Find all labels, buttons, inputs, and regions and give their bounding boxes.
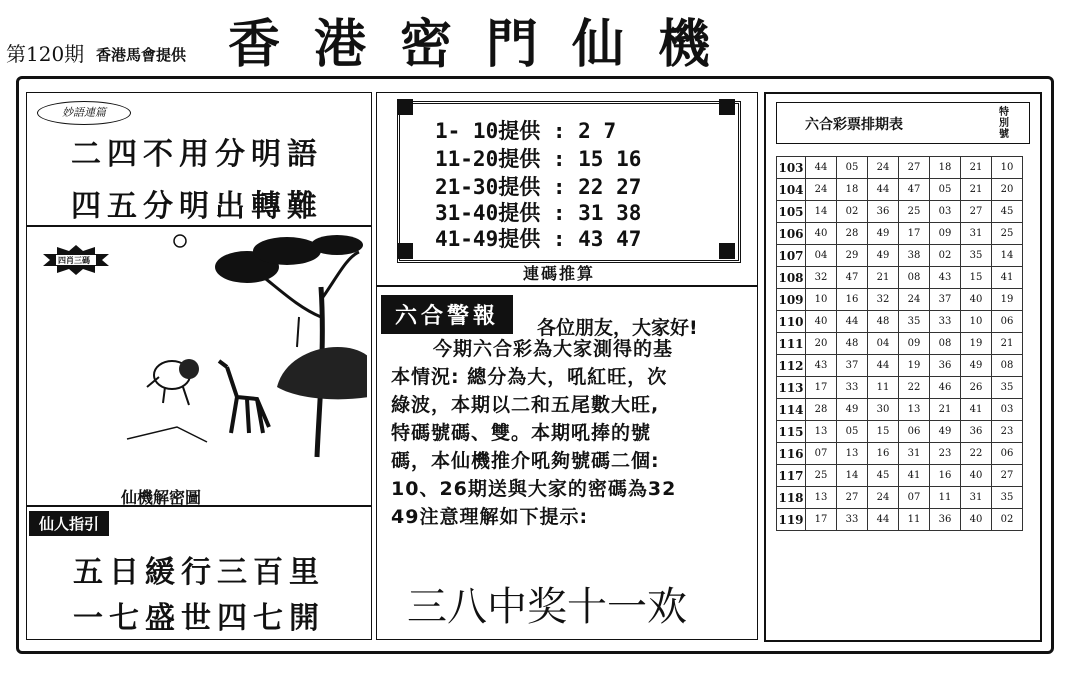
table-cell: 09 (930, 223, 961, 245)
table-cell: 07 (899, 487, 930, 509)
table-cell: 15 (961, 267, 992, 289)
table-cell: 02 (992, 509, 1023, 531)
table-cell: 09 (899, 333, 930, 355)
table-cell: 44 (837, 311, 868, 333)
table-cell: 28 (837, 223, 868, 245)
picture-caption: 仙機解密圖 (121, 488, 202, 507)
table-cell: 24 (806, 179, 837, 201)
guidance-line-1: 五日緩行三百里 (73, 555, 325, 590)
table-cell: 44 (868, 355, 899, 377)
table-cell: 06 (899, 421, 930, 443)
corner-icon (719, 243, 735, 259)
table-cell: 17 (806, 509, 837, 531)
table-cell: 40 (961, 465, 992, 487)
row-number: 105 (777, 201, 806, 223)
table-cell: 27 (992, 465, 1023, 487)
table-cell: 10 (992, 157, 1023, 179)
table-cell: 43 (806, 355, 837, 377)
table-cell: 36 (961, 421, 992, 443)
riddle-line-1: 二四不用分明語 (71, 137, 323, 172)
table-cell: 35 (992, 377, 1023, 399)
table-cell: 26 (961, 377, 992, 399)
table-title: 六合彩票排期表 (805, 117, 903, 133)
provide-nums: 31 38 (578, 201, 642, 225)
table-cell: 49 (868, 245, 899, 267)
table-row (777, 421, 1023, 443)
table-cell: 35 (899, 311, 930, 333)
table-row (777, 201, 1023, 223)
provide-row: 11-20提供 : 15 16 (435, 147, 642, 171)
table-cell: 37 (837, 355, 868, 377)
table-cell: 16 (930, 465, 961, 487)
table-cell: 13 (899, 399, 930, 421)
riddle-line-2: 四五分明出轉難 (71, 189, 323, 224)
table-cell: 40 (961, 509, 992, 531)
table-cell: 10 (961, 311, 992, 333)
table-cell: 18 (837, 179, 868, 201)
table-cell: 35 (961, 245, 992, 267)
table-row (777, 509, 1023, 531)
table-cell: 21 (961, 157, 992, 179)
warning-tag: 六合警報 (381, 295, 513, 334)
table-cell: 27 (837, 487, 868, 509)
row-number: 116 (777, 443, 806, 465)
mini-label: 妙語連篇 (37, 101, 131, 125)
page-title: 香港密門仙機 (228, 14, 745, 75)
table-cell: 48 (868, 311, 899, 333)
table-cell: 46 (930, 377, 961, 399)
table-row (777, 377, 1023, 399)
table-cell: 05 (837, 157, 868, 179)
provide-range: 41-49提供 (435, 227, 541, 251)
paragraph-line: 綠波，本期以二和五尾數大旺, (391, 394, 660, 416)
table-row (777, 157, 1023, 179)
table-cell: 15 (868, 421, 899, 443)
picture-panel (26, 226, 372, 506)
provide-range: 1- 10提供 (435, 119, 541, 143)
table-row (777, 355, 1023, 377)
row-number: 118 (777, 487, 806, 509)
table-cell: 11 (868, 377, 899, 399)
table-cell: 23 (930, 443, 961, 465)
table-cell: 32 (868, 289, 899, 311)
table-cell: 17 (899, 223, 930, 245)
table-cell: 20 (992, 179, 1023, 201)
table-cell: 49 (837, 399, 868, 421)
table-row (777, 465, 1023, 487)
table-cell: 45 (868, 465, 899, 487)
corner-icon (397, 99, 413, 115)
table-cell: 19 (992, 289, 1023, 311)
table-cell: 38 (899, 245, 930, 267)
table-cell: 36 (930, 355, 961, 377)
paragraph-line: 今期六合彩為大家測得的基 (433, 338, 674, 360)
table-cell: 48 (837, 333, 868, 355)
table-cell: 40 (806, 223, 837, 245)
riddle-panel (26, 92, 372, 226)
table-cell: 40 (806, 311, 837, 333)
row-number: 109 (777, 289, 806, 311)
table-cell: 03 (930, 201, 961, 223)
table-cell: 40 (961, 289, 992, 311)
issue-number: 第120期 (6, 42, 85, 66)
table-cell: 13 (806, 487, 837, 509)
table-cell: 44 (868, 179, 899, 201)
table-cell: 47 (899, 179, 930, 201)
table-cell: 08 (930, 333, 961, 355)
table-cell: 18 (930, 157, 961, 179)
paragraph-line: 10、26期送與大家的密碼為32 (391, 478, 677, 500)
row-number: 114 (777, 399, 806, 421)
table-cell: 06 (992, 443, 1023, 465)
table-cell: 21 (961, 179, 992, 201)
table-row (777, 245, 1023, 267)
lian-ma-label: 連碼推算 (523, 264, 596, 283)
table-cell: 14 (992, 245, 1023, 267)
table-cell: 10 (806, 289, 837, 311)
table-cell: 16 (868, 443, 899, 465)
provide-nums: 2 7 (578, 119, 617, 143)
table-cell: 13 (806, 421, 837, 443)
table-cell: 36 (930, 509, 961, 531)
table-cell: 30 (868, 399, 899, 421)
provide-nums: 15 16 (578, 147, 642, 171)
table-cell: 13 (837, 443, 868, 465)
table-cell: 05 (930, 179, 961, 201)
table-cell: 33 (837, 509, 868, 531)
provide-row: 21-30提供 : 22 27 (435, 175, 642, 199)
warning-panel (376, 286, 758, 640)
row-number: 119 (777, 509, 806, 531)
table-cell: 32 (806, 267, 837, 289)
row-number: 111 (777, 333, 806, 355)
table-cell: 06 (992, 311, 1023, 333)
illustration (97, 227, 367, 477)
table-cell: 19 (899, 355, 930, 377)
table-cell: 25 (806, 465, 837, 487)
table-cell: 17 (806, 377, 837, 399)
xianren-tag: 仙人指引 (29, 511, 109, 536)
table-cell: 21 (992, 333, 1023, 355)
table-cell: 31 (961, 223, 992, 245)
provide-range: 31-40提供 (435, 201, 541, 225)
table-cell: 29 (837, 245, 868, 267)
provide-nums: 22 27 (578, 175, 642, 199)
paragraph-line: 49注意理解如下提示: (391, 506, 589, 528)
row-number: 107 (777, 245, 806, 267)
row-number: 117 (777, 465, 806, 487)
table-cell: 04 (868, 333, 899, 355)
table-cell: 24 (868, 157, 899, 179)
table-cell: 11 (930, 487, 961, 509)
row-number: 112 (777, 355, 806, 377)
table-cell: 25 (899, 201, 930, 223)
paragraph-line: 碼，本仙機推介吼夠號碼二個: (391, 450, 660, 472)
table-cell: 03 (992, 399, 1023, 421)
guidance-line-2: 一七盛世四七開 (73, 601, 325, 636)
table-cell: 14 (837, 465, 868, 487)
table-row (777, 179, 1023, 201)
table-row (777, 289, 1023, 311)
row-number: 103 (777, 157, 806, 179)
guidance-panel (26, 506, 372, 640)
provide-row: 41-49提供 : 43 47 (435, 227, 642, 251)
provide-range: 11-20提供 (435, 147, 541, 171)
table-cell: 33 (837, 377, 868, 399)
table-row (777, 311, 1023, 333)
table-cell: 49 (930, 421, 961, 443)
table-cell: 37 (930, 289, 961, 311)
table-cell: 16 (837, 289, 868, 311)
table-cell: 20 (806, 333, 837, 355)
provider-label: 香港馬會提供 (96, 46, 187, 64)
greeting: 各位朋友，大家好! (537, 317, 698, 339)
table-cell: 44 (806, 157, 837, 179)
paragraph-line: 本情況: 總分為大，吼紅旺，次 (391, 366, 668, 388)
table-cell: 49 (868, 223, 899, 245)
table-row (777, 399, 1023, 421)
table-cell: 41 (961, 399, 992, 421)
table-cell: 25 (992, 223, 1023, 245)
paragraph-line: 特碼號碼、雙。本期吼捧的號 (391, 422, 652, 444)
hint-text: 三八中奖十一欢 (407, 584, 687, 630)
table-cell: 28 (806, 399, 837, 421)
provide-row: 31-40提供 : 31 38 (435, 201, 642, 225)
provide-panel (376, 92, 758, 286)
table-badge: 特別號 (999, 107, 1009, 140)
row-number: 113 (777, 377, 806, 399)
table-cell: 22 (899, 377, 930, 399)
table-cell: 21 (868, 267, 899, 289)
schedule-table (776, 156, 1023, 531)
table-cell: 11 (899, 509, 930, 531)
table-cell: 27 (961, 201, 992, 223)
table-cell: 36 (868, 201, 899, 223)
table-cell: 21 (930, 399, 961, 421)
row-number: 106 (777, 223, 806, 245)
table-cell: 33 (930, 311, 961, 333)
row-number: 115 (777, 421, 806, 443)
table-cell: 43 (930, 267, 961, 289)
table-row (777, 267, 1023, 289)
row-number: 108 (777, 267, 806, 289)
row-number: 104 (777, 179, 806, 201)
table-cell: 04 (806, 245, 837, 267)
table-cell: 23 (992, 421, 1023, 443)
table-cell: 24 (899, 289, 930, 311)
corner-icon (397, 243, 413, 259)
table-cell: 19 (961, 333, 992, 355)
table-row (777, 487, 1023, 509)
provide-nums: 43 47 (578, 227, 642, 251)
table-row (777, 223, 1023, 245)
table-cell: 41 (899, 465, 930, 487)
table-cell: 49 (961, 355, 992, 377)
table-cell: 14 (806, 201, 837, 223)
table-cell: 05 (837, 421, 868, 443)
table-cell: 02 (837, 201, 868, 223)
table-cell: 08 (899, 267, 930, 289)
table-cell: 47 (837, 267, 868, 289)
table-cell: 08 (992, 355, 1023, 377)
table-cell: 35 (992, 487, 1023, 509)
table-cell: 24 (868, 487, 899, 509)
table-cell: 41 (992, 267, 1023, 289)
table-cell: 02 (930, 245, 961, 267)
table-header-box (776, 102, 1030, 144)
corner-icon (719, 99, 735, 115)
table-cell: 22 (961, 443, 992, 465)
row-number: 110 (777, 311, 806, 333)
table-cell: 31 (899, 443, 930, 465)
table-cell: 45 (992, 201, 1023, 223)
provide-range: 21-30提供 (435, 175, 541, 199)
table-row (777, 443, 1023, 465)
provide-row: 1- 10提供 : 2 7 (435, 119, 617, 143)
table-cell: 07 (806, 443, 837, 465)
table-cell: 27 (899, 157, 930, 179)
table-row (777, 333, 1023, 355)
table-cell: 44 (868, 509, 899, 531)
stamp-label: 四肖三碼 (58, 256, 90, 265)
table-cell: 31 (961, 487, 992, 509)
